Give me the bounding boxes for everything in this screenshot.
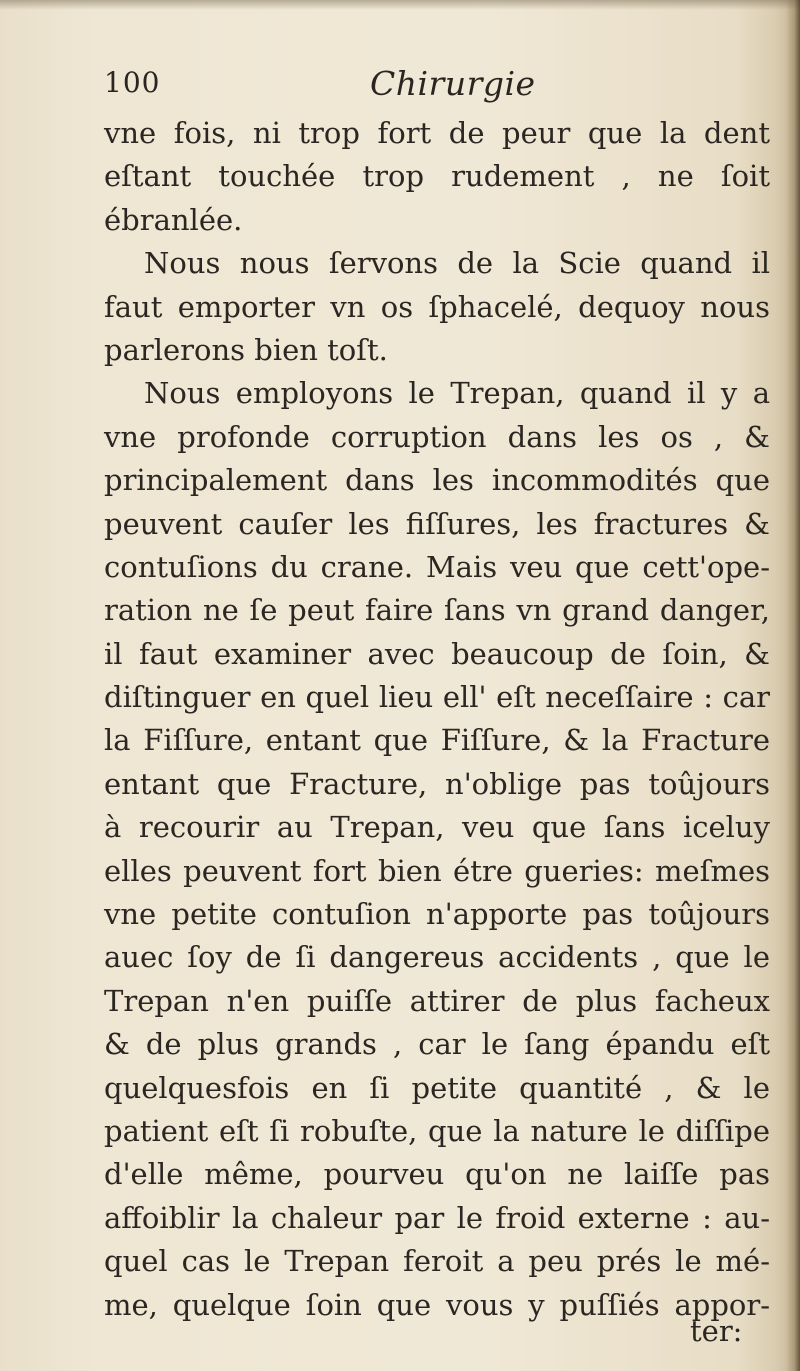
text-line: la Fiſſure, entant que Fiſſure, & la Fracture xyxy=(104,723,770,758)
text-line: Nous employons le Trepan, quand il y a xyxy=(144,376,770,411)
page-top-edge-shadow xyxy=(0,0,800,10)
text-line: vne petite contuſion n'apporte pas toûjours xyxy=(104,897,770,932)
text-line: d'elle même, pourveu qu'on ne laiſſe pas xyxy=(104,1157,770,1192)
text-line: parlerons bien toſt. xyxy=(104,332,388,367)
text-line: peuvent cauſer les fiſſures, les fractures & xyxy=(104,506,770,541)
text-line: contuſions du crane. Mais veu que cett'ope- xyxy=(104,549,770,584)
text-line: ration ne ſe peut faire ſans vn grand danger, xyxy=(104,593,770,628)
text-line: à recourir au Trepan, veu que ſans iceluy xyxy=(104,810,770,845)
text-line: vne profonde corruption dans les os , & xyxy=(104,419,770,454)
text-line: patient eſt ſi robuſte, que la nature le diſſipe xyxy=(104,1113,770,1148)
body-text xyxy=(104,112,770,1327)
page-number: 100 xyxy=(104,66,161,99)
text-line: principalement dans les incommodités que xyxy=(104,463,770,498)
text-line: vne fois, ni trop fort de peur que la dent xyxy=(104,116,770,150)
text-line: & de plus grands , car le ſang épandu eſt xyxy=(104,1027,770,1062)
text-line: entant que Fracture, n'oblige pas toûjours xyxy=(104,766,770,801)
text-line: ébranlée. xyxy=(104,202,243,237)
text-line: diſtinguer en quel lieu ell' eſt neceſſaire : car xyxy=(104,680,770,715)
text-line: quelquesfois en ſi petite quantité , & le xyxy=(104,1070,770,1105)
text-line: me, quelque ſoin que vous y puſſiés appor- xyxy=(104,1287,770,1322)
text-line: faut emporter vn os ſphacelé, dequoy nous xyxy=(104,289,770,324)
catchword: ter: xyxy=(690,1314,743,1348)
text-line: auec ſoy de ſi dangereus accidents , que le xyxy=(104,940,770,975)
text-line: elles peuvent fort bien étre gueries: meſmes xyxy=(104,853,770,888)
page-header xyxy=(104,66,604,114)
text-line: eſtant touchée trop rudement , ne ſoit xyxy=(104,159,770,194)
text-line: il faut examiner avec beaucoup de ſoin, & xyxy=(104,636,770,671)
text-line: Trepan n'en puiſſe attirer de plus facheux xyxy=(104,983,770,1018)
running-head: Chirurgie xyxy=(370,64,536,103)
text-line: quel cas le Trepan feroit a peu prés le mé- xyxy=(104,1244,770,1279)
page-gutter-shadow xyxy=(786,0,800,1371)
text-line: affoiblir la chaleur par le froid externe : au- xyxy=(104,1200,770,1235)
text-line: Nous nous ſervons de la Scie quand il xyxy=(144,246,770,281)
